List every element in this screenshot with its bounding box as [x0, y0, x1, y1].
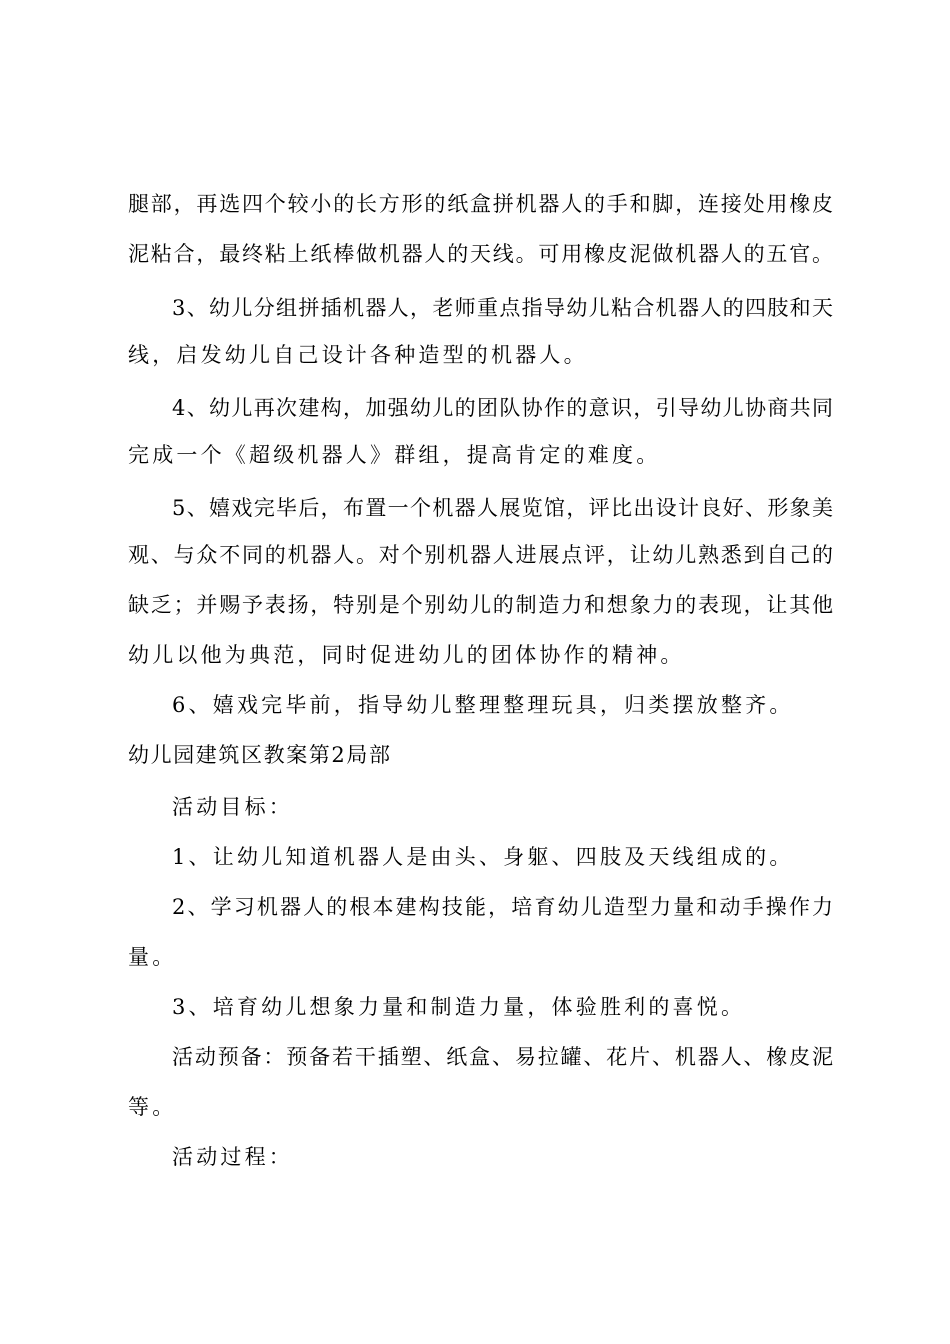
- paragraph-line: 活动预备：预备若干插塑、纸盒、易拉罐、花片、机器人、橡皮泥: [172, 1045, 833, 1069]
- paragraph-line: 3、培育幼儿想象力量和制造力量，体验胜利的喜悦。: [172, 995, 746, 1019]
- paragraph-line: 观、与众不同的机器人。对个别机器人进展点评，让幼儿熟悉到自己的: [128, 543, 833, 567]
- paragraph-line: 幼儿以他为典范，同时促进幼儿的团体协作的精神。: [128, 643, 685, 667]
- paragraph-line: 3、幼儿分组拼插机器人，老师重点指导幼儿粘合机器人的四肢和天: [172, 296, 833, 320]
- paragraph-line: 缺乏；并赐予表扬，特别是个别幼儿的制造力和想象力的表现，让其他: [128, 593, 833, 617]
- paragraph-line: 4、幼儿再次建构，加强幼儿的团队协作的意识，引导幼儿协商共同: [172, 396, 833, 420]
- paragraph-line: 泥粘合，最终粘上纸棒做机器人的天线。可用橡皮泥做机器人的五官。: [128, 242, 833, 266]
- paragraph-line: 2、学习机器人的根本建构技能，培育幼儿造型力量和动手操作力: [172, 895, 833, 919]
- paragraph-line: 活动过程：: [172, 1145, 293, 1169]
- paragraph-line: 5、嬉戏完毕后，布置一个机器人展览馆，评比出设计良好、形象美: [172, 496, 833, 520]
- paragraph-line: 6、嬉戏完毕前，指导幼儿整理整理玩具，归类摆放整齐。: [172, 693, 794, 717]
- paragraph-line: 等。: [128, 1095, 177, 1119]
- paragraph-line: 1、让幼儿知道机器人是由头、身躯、四肢及天线组成的。: [172, 845, 794, 869]
- paragraph-line: 腿部，再选四个较小的长方形的纸盒拼机器人的手和脚，连接处用橡皮: [128, 192, 833, 216]
- paragraph-line: 活动目标：: [172, 795, 293, 819]
- paragraph-line: 完成一个《超级机器人》群组，提高肯定的难度。: [128, 443, 661, 467]
- paragraph-line: 线，启发幼儿自己设计各种造型的机器人。: [128, 343, 588, 367]
- section-heading: 幼儿园建筑区教案第2局部: [128, 743, 392, 767]
- paragraph-line: 量。: [128, 945, 177, 969]
